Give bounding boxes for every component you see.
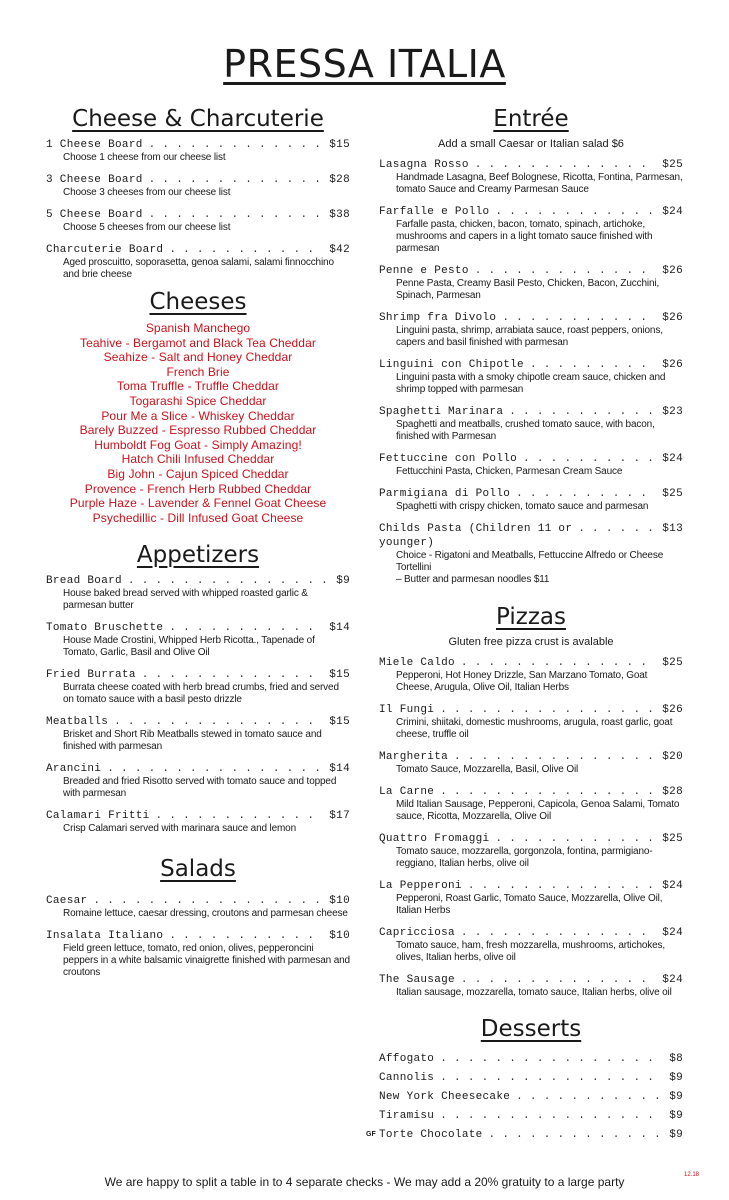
item-name-continued: younger) bbox=[379, 537, 435, 549]
dot-leader bbox=[149, 208, 324, 222]
item-description: Fettucchini Pasta, Chicken, Parmesan Cream Sauce bbox=[396, 466, 623, 477]
item-description: Brisket and Short Rib Meatballs stewed in tomato sauce and finished with parmesan bbox=[63, 729, 322, 752]
item-description: Italian sausage, mozzarella, tomato sauce, Italian herbs, olive oil bbox=[396, 987, 672, 998]
item-price: $10 bbox=[329, 930, 350, 942]
item-name: Tiramisu bbox=[379, 1110, 435, 1122]
item-price: $25 bbox=[662, 657, 683, 669]
item-price: $24 bbox=[662, 880, 683, 892]
cheese-name: Toma Truffle - Truffle Cheddar bbox=[117, 379, 279, 394]
item-price: $9 bbox=[669, 1110, 683, 1122]
menu-item bbox=[46, 668, 350, 706]
dot-leader bbox=[454, 750, 656, 764]
item-name: Cannolis bbox=[379, 1072, 435, 1084]
footer-note: We are happy to split a table in to 4 separate checks - We may add a 20% gratuity to a large party bbox=[104, 1175, 625, 1189]
item-price: $23 bbox=[662, 406, 683, 418]
item-price: $13 bbox=[662, 523, 683, 535]
appetizers-section bbox=[46, 542, 350, 844]
item-price: $9 bbox=[669, 1072, 683, 1084]
dot-leader bbox=[440, 1109, 663, 1123]
item-name: Affogato bbox=[379, 1053, 435, 1065]
pizzas-note: Gluten free pizza crust is avalable bbox=[448, 636, 614, 648]
menu-item bbox=[379, 205, 683, 255]
item-price: $26 bbox=[662, 704, 683, 716]
item-name: Il Fungi bbox=[379, 704, 435, 716]
section-title-cheeses: Cheeses bbox=[149, 289, 247, 315]
dot-leader bbox=[475, 264, 657, 278]
item-price: $38 bbox=[329, 209, 350, 221]
section-title-appetizers: Appetizers bbox=[136, 542, 260, 568]
dot-leader bbox=[107, 762, 323, 776]
cheese-name: Purple Haze - Lavender & Fennel Goat Cheese bbox=[69, 496, 327, 511]
item-description: Spaghetti with crispy chicken, tomato sauce and parmesan bbox=[396, 501, 649, 512]
menu-item bbox=[379, 926, 683, 964]
menu-item bbox=[46, 621, 350, 659]
dot-leader bbox=[495, 205, 656, 219]
item-name: Lasagna Rosso bbox=[379, 159, 469, 171]
dot-leader bbox=[169, 621, 323, 635]
section-title-desserts: Desserts bbox=[480, 1016, 582, 1042]
item-price: $26 bbox=[662, 359, 683, 371]
dot-leader bbox=[461, 656, 656, 670]
dot-leader bbox=[93, 894, 323, 908]
item-description: Linguini pasta with a smoky chipotle cream sauce, chicken and shrimp topped with parmesan bbox=[396, 372, 666, 395]
item-name: Linguini con Chipotle bbox=[379, 359, 524, 371]
cheese-charcuterie-section bbox=[46, 106, 350, 290]
menu-item bbox=[379, 750, 683, 776]
menu-item bbox=[379, 487, 683, 513]
item-name: Fried Burrata bbox=[46, 669, 136, 681]
menu-item bbox=[46, 894, 350, 920]
item-price: $14 bbox=[329, 763, 350, 775]
menu-item bbox=[379, 158, 683, 196]
item-name: Spaghetti Marinara bbox=[379, 406, 504, 418]
item-description: Pepperoni, Hot Honey Drizzle, San Marzano Tomato, Goat Cheese, Arugula, Olive Oil, Italian Herbs bbox=[396, 670, 648, 693]
cheese-name: French Brie bbox=[166, 364, 230, 379]
item-price: $24 bbox=[662, 974, 683, 986]
menu-item bbox=[379, 1052, 683, 1066]
item-name: La Pepperoni bbox=[379, 880, 462, 892]
item-description: Tomato Sauce, Mozzarella, Basil, Olive Oil bbox=[396, 764, 579, 775]
desserts-section bbox=[366, 1016, 683, 1147]
item-price: $42 bbox=[329, 244, 350, 256]
item-description: House baked bread served with whipped roasted garlic & parmesan butter bbox=[63, 588, 308, 611]
item-description: Breaded and fried Risotto served with tomato sauce and topped with parmesan bbox=[63, 776, 337, 799]
item-name: 3 Cheese Board bbox=[46, 174, 143, 186]
cheese-name: Togarashi Spice Cheddar bbox=[129, 393, 267, 408]
menu-item bbox=[46, 809, 350, 835]
dot-leader bbox=[461, 926, 656, 940]
section-title-pizzas: Pizzas bbox=[496, 604, 566, 630]
item-price: $24 bbox=[662, 453, 683, 465]
item-price: $9 bbox=[669, 1129, 683, 1141]
item-description: Penne Pasta, Creamy Basil Pesto, Chicken, Bacon, Zucchini, Spinach, Parmesan bbox=[396, 278, 660, 301]
item-price: $28 bbox=[662, 786, 683, 798]
item-name: Farfalle e Pollo bbox=[379, 206, 490, 218]
cheese-name: Big John - Cajun Spiced Cheddar bbox=[107, 466, 289, 481]
dot-leader bbox=[169, 243, 323, 257]
dot-leader bbox=[440, 1052, 663, 1066]
item-description: Mild Italian Sausage, Pepperoni, Capicola, Genoa Salami, Tomato sauce, Ricotta, Mozzarella, Olive Oil bbox=[396, 799, 680, 822]
item-name: Tomato Bruschette bbox=[46, 622, 164, 634]
menu-item bbox=[379, 1071, 683, 1085]
item-price: $10 bbox=[329, 895, 350, 907]
cheese-name: Humboldt Fog Goat - Simply Amazing! bbox=[94, 437, 302, 452]
menu-item bbox=[379, 1090, 683, 1104]
dot-leader bbox=[440, 703, 656, 717]
date-code: 12.18 bbox=[684, 1172, 700, 1178]
menu-item bbox=[379, 785, 683, 823]
menu-item bbox=[379, 452, 683, 478]
item-description: Romaine lettuce, caesar dressing, croutons and parmesan cheese bbox=[63, 908, 348, 919]
menu-item bbox=[379, 405, 683, 443]
dot-leader bbox=[114, 715, 323, 729]
menu-item bbox=[379, 703, 683, 741]
menu-item bbox=[46, 929, 350, 979]
item-description: House Made Crostini, Whipped Herb Ricotta., Tapenade of Tomato, Garlic, Basil and Olive Oil bbox=[63, 635, 315, 658]
section-title-cheese-charcuterie: Cheese & Charcuterie bbox=[72, 106, 324, 132]
item-description: Choose 5 cheeses from our cheese list bbox=[63, 222, 231, 233]
item-price: $24 bbox=[662, 206, 683, 218]
item-description: Linguini pasta, shrimp, arrabiata sauce, roast peppers, onions, capers and basil finished with parmesan bbox=[396, 325, 663, 348]
dot-leader bbox=[461, 973, 656, 987]
entree-section bbox=[379, 106, 683, 595]
cheese-name: Spanish Manchego bbox=[145, 321, 251, 335]
menu-item bbox=[46, 574, 350, 612]
dot-leader bbox=[516, 487, 656, 501]
item-description: Choose 1 cheese from our cheese list bbox=[63, 152, 226, 163]
item-description: Choose 3 cheeses from our cheese list bbox=[63, 187, 231, 198]
item-price: $26 bbox=[662, 265, 683, 277]
item-name: Insalata Italiano bbox=[46, 930, 164, 942]
menu-item bbox=[46, 138, 350, 164]
cheese-name: Psychedillic - Dill Infused Goat Cheese bbox=[92, 510, 304, 525]
dot-leader bbox=[489, 1128, 664, 1142]
item-description: Tomato sauce, mozzarella, gorgonzola, fontina, parmigiano-reggiano, Italian herbs, olive oil bbox=[396, 846, 653, 869]
item-description: Farfalle pasta, chicken, bacon, tomato, spinach, artichoke, mushrooms and capers in a light tomato sauce finished with parmesan bbox=[396, 219, 653, 254]
item-description: Burrata cheese coated with herb bread crumbs, fried and served on tomato sauce with a basil pesto drizzle bbox=[63, 682, 339, 705]
item-name: Childs Pasta (Children 11 or bbox=[379, 523, 573, 535]
item-price: $26 bbox=[662, 312, 683, 324]
item-name: New York Cheesecake bbox=[379, 1091, 511, 1103]
dot-leader bbox=[530, 358, 656, 372]
item-price: $25 bbox=[662, 833, 683, 845]
item-name: Quattro Fromaggi bbox=[379, 833, 490, 845]
item-name: Torte Chocolate bbox=[379, 1129, 483, 1141]
item-description: Handmade Lasagna, Beef Bolognese, Ricotta, Fontina, Parmesan, tomato Sauce and Creamy Parmesan Sauce bbox=[396, 172, 683, 195]
item-description: Crimini, shiitaki, domestic mushrooms, arugula, roast garlic, goat cheese, truffle oil bbox=[396, 717, 673, 740]
item-name: Penne e Pesto bbox=[379, 265, 469, 277]
dot-leader bbox=[475, 158, 657, 172]
cheese-name: Seahize - Salt and Honey Cheddar bbox=[103, 350, 293, 365]
restaurant-name: PRESSA ITALIA bbox=[223, 42, 506, 86]
dot-leader bbox=[578, 522, 656, 536]
item-price: $9 bbox=[669, 1091, 683, 1103]
item-name: Margherita bbox=[379, 751, 449, 763]
item-description-extra: – Butter and parmesan noodles $11 bbox=[396, 574, 550, 585]
item-name: Bread Board bbox=[46, 575, 122, 587]
menu-item bbox=[379, 358, 683, 396]
gluten-free-mark: GF bbox=[366, 1131, 376, 1138]
item-price: $28 bbox=[329, 174, 350, 186]
dot-leader bbox=[149, 138, 324, 152]
dot-leader bbox=[495, 832, 656, 846]
item-name: Arancini bbox=[46, 763, 102, 775]
menu-item bbox=[46, 715, 350, 753]
dot-leader bbox=[523, 452, 656, 466]
entree-note: Add a small Caesar or Italian salad $6 bbox=[438, 138, 624, 150]
item-price: $20 bbox=[662, 751, 683, 763]
item-price: $8 bbox=[669, 1053, 683, 1065]
item-price: $15 bbox=[329, 139, 350, 151]
cheese-name: Hatch Chili Infused Cheddar bbox=[121, 452, 275, 467]
item-price: $9 bbox=[336, 575, 350, 587]
menu-item bbox=[366, 1128, 683, 1142]
menu-item bbox=[379, 1109, 683, 1123]
item-description: Pepperoni, Roast Garlic, Tomato Sauce, Mozzarella, Olive Oil, Italian Herbs bbox=[396, 893, 663, 916]
dot-leader bbox=[440, 1071, 663, 1085]
dot-leader bbox=[516, 1090, 663, 1104]
item-name: La Carne bbox=[379, 786, 435, 798]
item-name: Meatballs bbox=[46, 716, 109, 728]
item-name: Calamari Fritti bbox=[46, 810, 150, 822]
cheese-name: Barely Buzzed - Espresso Rubbed Cheddar bbox=[79, 423, 317, 438]
item-name: 1 Cheese Board bbox=[46, 139, 143, 151]
item-description: Choice - Rigatoni and Meatballs, Fettuccine Alfredo or Cheese Tortellini bbox=[396, 550, 664, 573]
item-price: $15 bbox=[329, 669, 350, 681]
item-price: $25 bbox=[662, 159, 683, 171]
cheese-list bbox=[46, 321, 350, 525]
dot-leader bbox=[149, 173, 324, 187]
item-price: $15 bbox=[329, 716, 350, 728]
menu-item bbox=[46, 243, 350, 281]
dot-leader bbox=[128, 574, 330, 588]
menu-item bbox=[379, 656, 683, 694]
menu-item bbox=[46, 173, 350, 199]
dot-leader bbox=[156, 809, 324, 823]
item-price: $25 bbox=[662, 488, 683, 500]
item-name: 5 Cheese Board bbox=[46, 209, 143, 221]
item-name: Parmigiana di Pollo bbox=[379, 488, 511, 500]
pizzas-section bbox=[379, 604, 683, 1008]
menu-item bbox=[379, 264, 683, 302]
item-price: $17 bbox=[329, 810, 350, 822]
item-name: Charcuterie Board bbox=[46, 244, 164, 256]
cheese-name: Pour Me a Slice - Whiskey Cheddar bbox=[101, 408, 295, 423]
item-description: Tomato sauce, ham, fresh mozzarella, mushrooms, artichokes, olives, Italian herbs, olive oil bbox=[396, 940, 666, 963]
item-name: Shrimp fra Divolo bbox=[379, 312, 497, 324]
item-price: $14 bbox=[329, 622, 350, 634]
menu-item bbox=[379, 832, 683, 870]
menu-item-childs-pasta bbox=[379, 522, 683, 586]
menu-item bbox=[46, 208, 350, 234]
item-description: Aged proscuitto, soporasetta, genoa salami, salami finnocchino and brie cheese bbox=[63, 257, 334, 280]
dot-leader bbox=[502, 311, 656, 325]
menu-item bbox=[379, 973, 683, 999]
item-name: Caesar bbox=[46, 895, 88, 907]
dot-leader bbox=[440, 785, 656, 799]
item-price: $24 bbox=[662, 927, 683, 939]
menu-item bbox=[46, 762, 350, 800]
dot-leader bbox=[142, 668, 324, 682]
item-name: Fettuccine con Pollo bbox=[379, 453, 518, 465]
cheeses-section bbox=[46, 289, 350, 525]
item-name: The Sausage bbox=[379, 974, 455, 986]
dot-leader bbox=[509, 405, 656, 419]
cheese-name: Teahive - Bergamot and Black Tea Cheddar bbox=[80, 335, 316, 350]
item-description: Spaghetti and meatballs, crushed tomato sauce, with bacon, finished with Parmesan bbox=[396, 419, 655, 442]
dot-leader bbox=[169, 929, 323, 943]
cheese-name: Provence - French Herb Rubbed Cheddar bbox=[84, 481, 312, 496]
menu-item bbox=[379, 311, 683, 349]
dot-leader bbox=[468, 879, 656, 893]
section-title-entree: Entrée bbox=[493, 106, 569, 132]
item-name: Capricciosa bbox=[379, 927, 455, 939]
item-description: Field green lettuce, tomato, red onion, olives, pepperoncini peppers in a white balsamic vinaigrette finished with parmesan and croutons bbox=[63, 943, 350, 978]
item-name: Miele Caldo bbox=[379, 657, 455, 669]
section-title-salads: Salads bbox=[160, 856, 236, 882]
salads-section bbox=[46, 856, 350, 988]
menu-item bbox=[379, 879, 683, 917]
item-description: Crisp Calamari served with marinara sauce and lemon bbox=[63, 823, 297, 834]
